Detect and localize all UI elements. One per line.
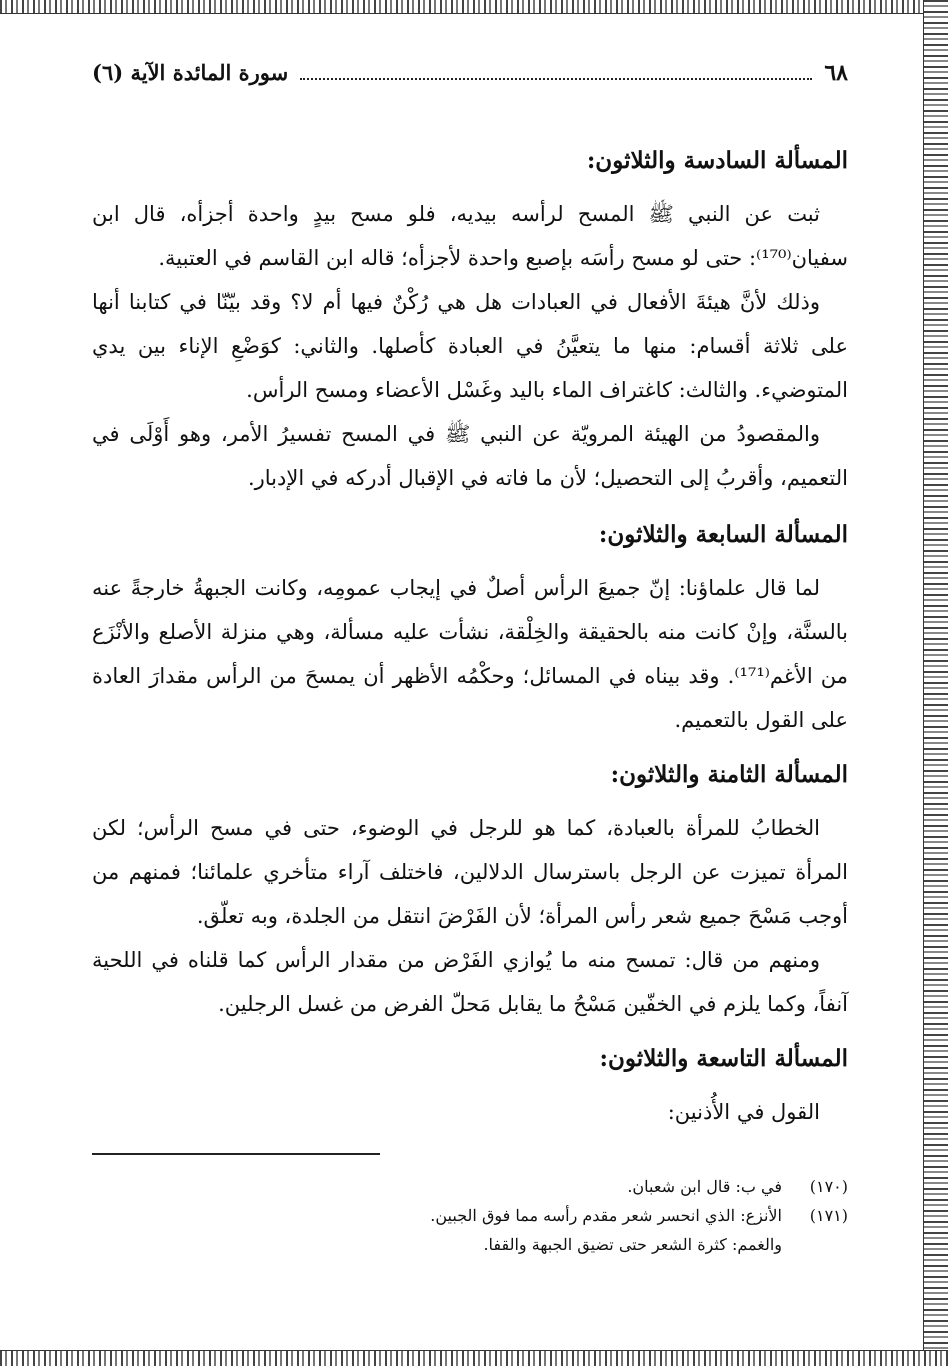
footnote-continuation (92, 1230, 848, 1259)
page-body (92, 60, 848, 1134)
paragraph: ثبت عن النبي ﷺ المسح لرأسه بيديه، فلو مسح بيدٍ واحدة أجزأه، قال ابن سفيان⁽¹⁷⁰⁾: حتى لو مسح رأسَه بإصبع واحدة لأجزأه؛ قاله ابن القاسم في العتبية. (92, 202, 848, 270)
footnotes (92, 1172, 848, 1259)
header-leader-dots (300, 64, 812, 80)
section-38 (92, 758, 848, 1026)
running-title: سورة المائدة الآية (٦) (92, 60, 289, 85)
section-heading: المسألة التاسعة والثلاثون: (599, 1045, 848, 1072)
footnote-number: (١٧٠) (809, 1177, 848, 1196)
paragraph: لما قال علماؤنا: إنّ جميعَ الرأس أصلٌ في إيجاب عمومِه، وكانت الجبهةُ خارجةً عنه بالسنَّة، وإنْ كانت منه بالحقيقة والخِلْقة، نشأت عليه مسألة، وهي منزلة الأصلع والأنْزَع من الأغم⁽¹⁷¹⁾. وقد بيناه في المسائل؛ وحكْمُه الأظهر أن يمسحَ من الرأس مقدارَ العادة على القول بالتعميم. (92, 576, 849, 732)
decorative-border-right (923, 0, 948, 1366)
paragraph: وذلك لأنَّ هيئةَ الأفعال في العبادات هل هي رُكْنٌ فيها أم لا؟ وقد بيّنّا في كتابنا أنها على ثلاثة أقسام: منها ما يتعيَّنُ في العبادة كأصلها. والثاني: كوَضْعِ الإناء بين يدي المتوضيء. والثالث: كاغتراف الماء باليد وغَسْل الأعضاء ومسح الرأس. (92, 290, 848, 402)
section-heading: المسألة الثامنة والثلاثون: (610, 761, 848, 788)
footnote-text: الأنزع: الذي انحسر شعر مقدم رأسه مما فوق الجبين. (430, 1206, 782, 1225)
page-number: ٦٨ (824, 60, 848, 86)
paragraph: والمقصودُ من الهيئة المرويّة عن النبي ﷺ في المسح تفسيرُ الأمر، وهو أَوْلَى في التعميم، وأقربُ إلى التحصيل؛ لأن ما فاته في الإقبال أدركه في الإدبار. (92, 422, 848, 490)
page-header (92, 60, 848, 104)
paragraph: الخطابُ للمرأة بالعبادة، كما هو للرجل في الوضوء، حتى في مسح الرأس؛ لكن المرأة تميزت عن الرجل باسترسال الدلالين، فاختلف آراء متأخري علمائنا؛ فمنهم من أوجب مَسْحَ جميع شعر رأس المرأة؛ لأن الفَرْضَ انتقل من الجلدة، وبه تعلّق. (92, 816, 848, 928)
footnote (92, 1201, 848, 1230)
footnote-number: (١٧١) (809, 1206, 848, 1225)
section-39 (92, 1042, 848, 1134)
footnote-text: والغمم: كثرة الشعر حتى تضيق الجبهة والقفا. (483, 1235, 782, 1254)
decorative-border-top (0, 0, 948, 14)
footnote-separator (92, 1153, 380, 1155)
paragraph: ومنهم من قال: تمسح منه ما يُوازي الفَرْض من مقدار الرأس كما قلناه في اللحية آنفاً، وكما يلزم في الخفّين مَسْحُ ما يقابل مَحلّ الفرض من غسل الرجلين. (92, 948, 848, 1016)
footnote-text: في ب: قال ابن شعبان. (627, 1177, 782, 1196)
decorative-border-bottom (0, 1350, 948, 1366)
section-heading: المسألة السابعة والثلاثون: (598, 521, 848, 548)
section-36 (92, 144, 848, 500)
section-37 (92, 518, 848, 742)
footnote (92, 1172, 848, 1201)
section-heading: المسألة السادسة والثلاثون: (586, 147, 848, 174)
paragraph: القول في الأُذنين: (667, 1100, 820, 1124)
